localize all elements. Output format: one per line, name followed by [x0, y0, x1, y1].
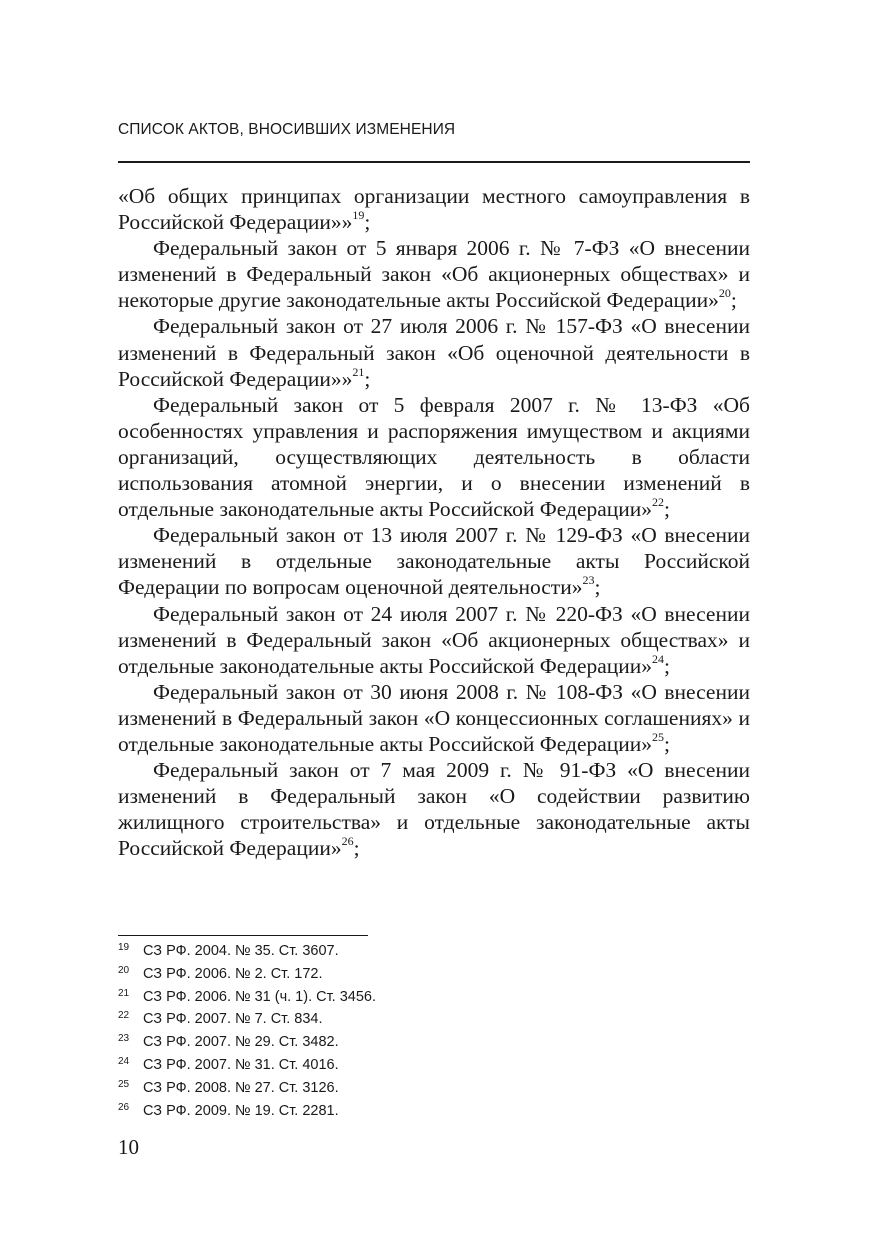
paragraph-text: Федеральный закон от 5 февраля 2007 г. № 13-ФЗ «Об особенностях управления и распоряжения имуществом и акциями организаций, осуществляющих деятельность в области использования атомной энергии, и о внесении изменений в отдельные законодательные акты Российской Федерации»: [118, 392, 750, 522]
paragraph-end: ;: [594, 575, 601, 600]
footnotes: [118, 940, 750, 1122]
footnote-ref[interactable]: 23: [582, 573, 595, 588]
paragraph-text: Федеральный закон от 30 июня 2008 г. № 108-ФЗ «О внесении изменений в Федеральный закон «О концессионных соглашениях» и отдельные законодательные акты Российской Федерации»: [118, 679, 750, 756]
paragraph: [118, 183, 750, 235]
paragraph-end: ;: [664, 497, 671, 522]
footnote-ref[interactable]: 25: [652, 729, 665, 744]
footnote: [118, 986, 750, 1009]
paragraph: [118, 679, 750, 757]
paragraph: [118, 392, 750, 522]
paragraph-text: «Об общих принципах организации местного самоуправления в Российской Федерации»»: [118, 184, 750, 235]
page-number: 10: [118, 1135, 139, 1159]
footnote-number: 23: [118, 1033, 130, 1045]
footnote-number: 20: [118, 964, 130, 976]
footnote-text: СЗ РФ. 2009. № 19. Ст. 2281.: [143, 1102, 339, 1119]
paragraph-text: Федеральный закон от 13 июля 2007 г. № 129-ФЗ «О внесении изменений в отдельные законодательные акты Российской Федерации по вопросам оценочной деятельности»: [118, 523, 750, 600]
paragraph-text: Федеральный закон от 7 мая 2009 г. № 91-ФЗ «О внесении изменений в Федеральный закон «О содействии развитию жилищного строительства» и отдельные законодательные акты Российской Федерации»: [118, 758, 750, 861]
footnote: [118, 1054, 750, 1077]
footnote-number: 26: [118, 1101, 130, 1113]
footnote-number: 24: [118, 1055, 130, 1067]
footnote-text: СЗ РФ. 2007. № 29. Ст. 3482.: [143, 1034, 339, 1051]
footnote-number: 22: [118, 1010, 130, 1022]
footnote-number: 25: [118, 1078, 130, 1090]
footnote-ref[interactable]: 26: [341, 834, 354, 849]
paragraph-end: ;: [353, 836, 360, 861]
footnote-text: СЗ РФ. 2006. № 2. Ст. 172.: [143, 965, 323, 982]
header-divider: [118, 161, 750, 163]
main-text: [118, 183, 750, 861]
footnote-divider: [118, 935, 368, 936]
footnote-ref[interactable]: 24: [652, 651, 665, 666]
footnote: [118, 1100, 750, 1123]
footnote-text: СЗ РФ. 2004. № 35. Ст. 3607.: [143, 943, 339, 959]
paragraph-text: Федеральный закон от 27 июля 2006 г. № 157-ФЗ «О внесении изменений в Федеральный закон «Об оценочной деятельности в Российской Федерации»»: [118, 314, 750, 391]
paragraph-end: ;: [730, 288, 737, 313]
paragraph: [118, 757, 750, 861]
footnote-number: 21: [118, 987, 130, 999]
footnote-text: СЗ РФ. 2006. № 31 (ч. 1). Ст. 3456.: [143, 988, 376, 1005]
paragraph: [118, 313, 750, 391]
running-header: СПИСОК АКТОВ, ВНОСИВШИХ ИЗМЕНЕНИЯ: [118, 121, 456, 138]
footnote-text: СЗ РФ. 2008. № 27. Ст. 3126.: [143, 1079, 339, 1096]
footnote-ref[interactable]: 20: [718, 286, 731, 301]
paragraph: [118, 235, 750, 313]
paragraph: [118, 522, 750, 600]
footnote-number: 19: [118, 942, 130, 953]
paragraph-text: Федеральный закон от 5 января 2006 г. № 7-ФЗ «О внесении изменений в Федеральный закон «Об акционерных обществах» и некоторые другие законодательные акты Российской Федерации»: [118, 236, 750, 313]
footnote-ref[interactable]: 22: [652, 494, 665, 509]
footnote-ref[interactable]: 19: [352, 207, 365, 222]
paragraph: [118, 601, 750, 679]
footnote-text: СЗ РФ. 2007. № 7. Ст. 834.: [143, 1011, 323, 1028]
footnote: [118, 1008, 750, 1031]
footnote: [118, 963, 750, 986]
footnote: [118, 1077, 750, 1100]
paragraph-text: Федеральный закон от 24 июля 2007 г. № 220-ФЗ «О внесении изменений в Федеральный закон «Об акционерных обществах» и отдельные законодательные акты Российской Федерации»: [118, 601, 750, 678]
footnote: [118, 1031, 750, 1054]
footnote-ref[interactable]: 21: [352, 364, 365, 379]
paragraph-end: ;: [664, 653, 671, 678]
footnote-text: СЗ РФ. 2007. № 31. Ст. 4016.: [143, 1056, 339, 1073]
paragraph-end: ;: [664, 731, 671, 756]
footnote: [118, 940, 750, 963]
paragraph-end: ;: [364, 210, 371, 235]
paragraph-end: ;: [364, 366, 371, 391]
